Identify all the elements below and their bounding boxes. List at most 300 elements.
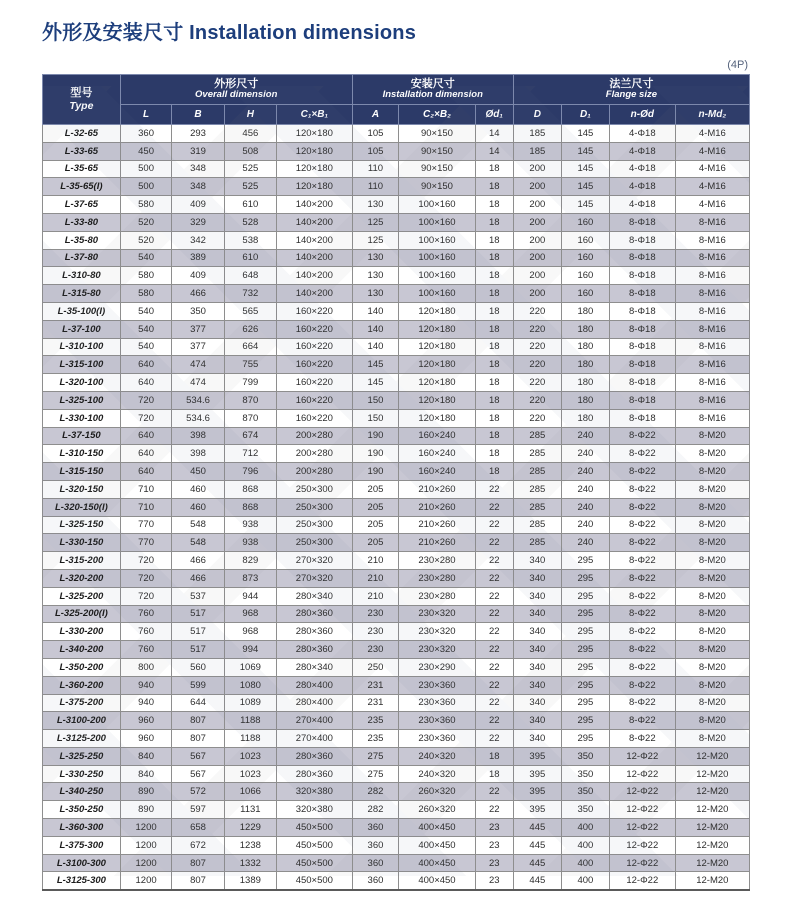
value-cell: 1229	[224, 819, 276, 837]
value-cell: 796	[224, 463, 276, 481]
value-cell: 200	[513, 231, 561, 249]
value-cell: 285	[513, 534, 561, 552]
table-row	[43, 213, 750, 231]
value-cell: 140×200	[277, 285, 353, 303]
value-cell: 520	[120, 231, 172, 249]
value-cell: 12-Φ22	[609, 872, 675, 890]
type-cell: L-340-200	[43, 641, 121, 659]
value-cell: 648	[224, 267, 276, 285]
value-cell: 460	[172, 480, 224, 498]
value-cell: 100×160	[399, 231, 475, 249]
value-cell: 8-M20	[675, 516, 749, 534]
value-cell: 395	[513, 747, 561, 765]
value-cell: 340	[513, 730, 561, 748]
value-cell: 398	[172, 445, 224, 463]
value-cell: 829	[224, 552, 276, 570]
page-title: 外形及安装尺寸 Installation dimensions	[42, 22, 417, 44]
table-row	[43, 819, 750, 837]
value-cell: 500	[120, 160, 172, 178]
type-cell: L-310-80	[43, 267, 121, 285]
value-cell: 548	[172, 534, 224, 552]
value-cell: 12-M20	[675, 819, 749, 837]
table-row	[43, 712, 750, 730]
table-row	[43, 160, 750, 178]
value-cell: 540	[120, 320, 172, 338]
value-cell: 270×400	[277, 712, 353, 730]
value-cell: 340	[513, 658, 561, 676]
value-cell: 770	[120, 534, 172, 552]
value-cell: 610	[224, 196, 276, 214]
table-row	[43, 623, 750, 641]
table-row	[43, 231, 750, 249]
value-cell: 389	[172, 249, 224, 267]
value-cell: 22	[475, 658, 513, 676]
group-flange-en: Flange size	[605, 89, 658, 101]
value-cell: 8-M20	[675, 569, 749, 587]
value-cell: 205	[352, 480, 399, 498]
value-cell: 105	[352, 142, 399, 160]
type-cell: L-37-65	[43, 196, 121, 214]
value-cell: 517	[172, 641, 224, 659]
type-cell: L-310-150	[43, 445, 121, 463]
value-cell: 580	[120, 285, 172, 303]
value-cell: 240×320	[399, 765, 475, 783]
value-cell: 445	[513, 854, 561, 872]
value-cell: 8-Φ22	[609, 641, 675, 659]
type-cell: L-35-100(I)	[43, 302, 121, 320]
value-cell: 190	[352, 427, 399, 445]
value-cell: 400	[561, 872, 609, 890]
value-cell: 840	[120, 747, 172, 765]
value-cell: 445	[513, 836, 561, 854]
value-cell: 285	[513, 427, 561, 445]
table-row	[43, 178, 750, 196]
value-cell: 537	[172, 587, 224, 605]
value-cell: 18	[475, 765, 513, 783]
value-cell: 8-Φ18	[609, 249, 675, 267]
value-cell: 18	[475, 320, 513, 338]
value-cell: 130	[352, 267, 399, 285]
value-cell: 8-Φ18	[609, 409, 675, 427]
value-cell: 8-M20	[675, 552, 749, 570]
column-header-n-Md2: n-Md₂	[675, 105, 749, 125]
value-cell: 8-Φ22	[609, 605, 675, 623]
value-cell: 220	[513, 374, 561, 392]
value-cell: 240×320	[399, 747, 475, 765]
value-cell: 180	[561, 356, 609, 374]
table-row	[43, 658, 750, 676]
value-cell: 398	[172, 427, 224, 445]
value-cell: 8-M16	[675, 249, 749, 267]
value-cell: 130	[352, 285, 399, 303]
value-cell: 250	[352, 658, 399, 676]
table-row	[43, 516, 750, 534]
value-cell: 4-Φ18	[609, 125, 675, 143]
value-cell: 295	[561, 676, 609, 694]
value-cell: 580	[120, 267, 172, 285]
value-cell: 760	[120, 605, 172, 623]
value-cell: 840	[120, 765, 172, 783]
value-cell: 280×340	[277, 587, 353, 605]
value-cell: 240	[561, 445, 609, 463]
value-cell: 340	[513, 623, 561, 641]
value-cell: 180	[561, 320, 609, 338]
value-cell: 4-M16	[675, 178, 749, 196]
value-cell: 230×320	[399, 623, 475, 641]
table-row	[43, 747, 750, 765]
table-row	[43, 463, 750, 481]
type-cell: L-315-80	[43, 285, 121, 303]
type-cell: L-320-150	[43, 480, 121, 498]
value-cell: 8-M20	[675, 641, 749, 659]
value-cell: 18	[475, 285, 513, 303]
value-cell: 8-Φ22	[609, 623, 675, 641]
value-cell: 445	[513, 872, 561, 890]
table-row	[43, 801, 750, 819]
table-row	[43, 267, 750, 285]
pole-count-tag: (4P)	[727, 59, 748, 71]
value-cell: 8-M20	[675, 445, 749, 463]
value-cell: 4-Φ18	[609, 142, 675, 160]
group-header-installation-dimension	[352, 75, 513, 105]
value-cell: 994	[224, 641, 276, 659]
type-cell: L-360-200	[43, 676, 121, 694]
value-cell: 120×180	[399, 374, 475, 392]
type-cell: L-37-80	[43, 249, 121, 267]
type-cell: L-330-150	[43, 534, 121, 552]
value-cell: 572	[172, 783, 224, 801]
type-cell: L-330-100	[43, 409, 121, 427]
value-cell: 8-Φ22	[609, 463, 675, 481]
table-row	[43, 445, 750, 463]
value-cell: 445	[513, 819, 561, 837]
value-cell: 770	[120, 516, 172, 534]
value-cell: 230×280	[399, 569, 475, 587]
value-cell: 360	[352, 872, 399, 890]
value-cell: 22	[475, 783, 513, 801]
value-cell: 125	[352, 231, 399, 249]
value-cell: 160×220	[277, 338, 353, 356]
value-cell: 807	[172, 872, 224, 890]
value-cell: 22	[475, 676, 513, 694]
value-cell: 8-Φ18	[609, 338, 675, 356]
value-cell: 360	[352, 819, 399, 837]
type-cell: L-330-250	[43, 765, 121, 783]
value-cell: 8-Φ18	[609, 231, 675, 249]
table-row	[43, 605, 750, 623]
value-cell: 460	[172, 498, 224, 516]
value-cell: 8-M20	[675, 694, 749, 712]
type-cell: L-325-200(I)	[43, 605, 121, 623]
value-cell: 295	[561, 569, 609, 587]
table-row	[43, 552, 750, 570]
value-cell: 240	[561, 534, 609, 552]
value-cell: 230×280	[399, 552, 475, 570]
value-cell: 640	[120, 356, 172, 374]
value-cell: 400×450	[399, 836, 475, 854]
value-cell: 450×500	[277, 836, 353, 854]
value-cell: 12-M20	[675, 872, 749, 890]
value-cell: 14	[475, 125, 513, 143]
value-cell: 938	[224, 534, 276, 552]
value-cell: 282	[352, 783, 399, 801]
value-cell: 275	[352, 747, 399, 765]
value-cell: 130	[352, 249, 399, 267]
value-cell: 230×360	[399, 694, 475, 712]
value-cell: 210×260	[399, 516, 475, 534]
value-cell: 270×320	[277, 552, 353, 570]
value-cell: 180	[561, 338, 609, 356]
value-cell: 220	[513, 391, 561, 409]
table-row	[43, 374, 750, 392]
value-cell: 160	[561, 267, 609, 285]
type-cell: L-360-300	[43, 819, 121, 837]
value-cell: 534.6	[172, 409, 224, 427]
value-cell: 120×180	[399, 356, 475, 374]
value-cell: 599	[172, 676, 224, 694]
table-row	[43, 391, 750, 409]
value-cell: 4-M16	[675, 142, 749, 160]
value-cell: 807	[172, 854, 224, 872]
value-cell: 270×400	[277, 730, 353, 748]
value-cell: 474	[172, 374, 224, 392]
value-cell: 12-Φ22	[609, 819, 675, 837]
value-cell: 200	[513, 196, 561, 214]
value-cell: 8-Φ22	[609, 569, 675, 587]
value-cell: 140	[352, 338, 399, 356]
table-row	[43, 498, 750, 516]
value-cell: 22	[475, 569, 513, 587]
value-cell: 540	[120, 249, 172, 267]
value-cell: 230	[352, 623, 399, 641]
value-cell: 8-M16	[675, 285, 749, 303]
value-cell: 145	[561, 196, 609, 214]
value-cell: 295	[561, 730, 609, 748]
value-cell: 350	[172, 302, 224, 320]
value-cell: 22	[475, 712, 513, 730]
value-cell: 280×360	[277, 765, 353, 783]
value-cell: 8-Φ18	[609, 391, 675, 409]
value-cell: 320×380	[277, 801, 353, 819]
value-cell: 210×260	[399, 498, 475, 516]
value-cell: 456	[224, 125, 276, 143]
value-cell: 295	[561, 587, 609, 605]
value-cell: 400×450	[399, 854, 475, 872]
value-cell: 210	[352, 587, 399, 605]
value-cell: 18	[475, 356, 513, 374]
value-cell: 250×300	[277, 516, 353, 534]
type-cell: L-315-100	[43, 356, 121, 374]
value-cell: 22	[475, 641, 513, 659]
value-cell: 720	[120, 569, 172, 587]
value-cell: 160×220	[277, 302, 353, 320]
type-cell: L-320-200	[43, 569, 121, 587]
value-cell: 800	[120, 658, 172, 676]
value-cell: 1023	[224, 747, 276, 765]
value-cell: 120×180	[277, 178, 353, 196]
value-cell: 200	[513, 160, 561, 178]
column-header-D: D	[513, 105, 561, 125]
value-cell: 260×320	[399, 801, 475, 819]
value-cell: 8-M20	[675, 534, 749, 552]
value-cell: 230×320	[399, 641, 475, 659]
value-cell: 140	[352, 320, 399, 338]
value-cell: 285	[513, 445, 561, 463]
type-cell: L-350-250	[43, 801, 121, 819]
type-cell: L-330-200	[43, 623, 121, 641]
value-cell: 22	[475, 498, 513, 516]
value-cell: 1069	[224, 658, 276, 676]
value-cell: 250×300	[277, 480, 353, 498]
table-row	[43, 125, 750, 143]
value-cell: 8-M20	[675, 605, 749, 623]
value-cell: 160	[561, 249, 609, 267]
value-cell: 210×260	[399, 534, 475, 552]
value-cell: 200	[513, 267, 561, 285]
value-cell: 23	[475, 854, 513, 872]
table-row	[43, 641, 750, 659]
value-cell: 672	[172, 836, 224, 854]
value-cell: 12-Φ22	[609, 765, 675, 783]
value-cell: 12-Φ22	[609, 854, 675, 872]
table-row	[43, 285, 750, 303]
value-cell: 200×280	[277, 427, 353, 445]
value-cell: 12-M20	[675, 801, 749, 819]
table-row	[43, 676, 750, 694]
type-cell: L-37-150	[43, 427, 121, 445]
group-overall-zh: 外形尺寸	[214, 77, 259, 90]
value-cell: 90×150	[399, 178, 475, 196]
value-cell: 8-M16	[675, 302, 749, 320]
value-cell: 18	[475, 178, 513, 196]
value-cell: 185	[513, 125, 561, 143]
value-cell: 90×150	[399, 142, 475, 160]
table-row	[43, 338, 750, 356]
value-cell: 23	[475, 836, 513, 854]
column-header-C2xB2: C₂×B₂	[399, 105, 475, 125]
value-cell: 205	[352, 516, 399, 534]
value-cell: 340	[513, 641, 561, 659]
value-cell: 120×180	[277, 142, 353, 160]
value-cell: 377	[172, 338, 224, 356]
table-row	[43, 302, 750, 320]
value-cell: 140	[352, 302, 399, 320]
value-cell: 22	[475, 623, 513, 641]
value-cell: 8-Φ22	[609, 445, 675, 463]
value-cell: 18	[475, 231, 513, 249]
value-cell: 626	[224, 320, 276, 338]
value-cell: 565	[224, 302, 276, 320]
value-cell: 500	[120, 178, 172, 196]
value-cell: 474	[172, 356, 224, 374]
value-cell: 285	[513, 498, 561, 516]
group-overall-en: Overall dimension	[195, 89, 278, 101]
value-cell: 275	[352, 765, 399, 783]
value-cell: 235	[352, 730, 399, 748]
type-cell: L-35-65	[43, 160, 121, 178]
value-cell: 280×340	[277, 658, 353, 676]
value-cell: 8-M16	[675, 320, 749, 338]
value-cell: 320×380	[277, 783, 353, 801]
table-row	[43, 409, 750, 427]
table-header	[43, 75, 750, 125]
sub-header-row	[43, 105, 750, 125]
value-cell: 8-M16	[675, 267, 749, 285]
value-cell: 870	[224, 409, 276, 427]
table-row	[43, 356, 750, 374]
type-cell: L-375-300	[43, 836, 121, 854]
value-cell: 8-Φ18	[609, 302, 675, 320]
value-cell: 538	[224, 231, 276, 249]
value-cell: 873	[224, 569, 276, 587]
value-cell: 110	[352, 160, 399, 178]
table-row	[43, 142, 750, 160]
value-cell: 1188	[224, 712, 276, 730]
value-cell: 8-Φ18	[609, 374, 675, 392]
value-cell: 145	[561, 125, 609, 143]
value-cell: 1089	[224, 694, 276, 712]
value-cell: 12-Φ22	[609, 747, 675, 765]
value-cell: 360	[120, 125, 172, 143]
value-cell: 18	[475, 267, 513, 285]
value-cell: 640	[120, 445, 172, 463]
value-cell: 280×360	[277, 605, 353, 623]
value-cell: 4-Φ18	[609, 160, 675, 178]
table-row	[43, 783, 750, 801]
value-cell: 640	[120, 427, 172, 445]
value-cell: 807	[172, 712, 224, 730]
value-cell: 190	[352, 445, 399, 463]
value-cell: 220	[513, 338, 561, 356]
value-cell: 8-M16	[675, 231, 749, 249]
group-header-overall-dimension	[120, 75, 352, 105]
value-cell: 1389	[224, 872, 276, 890]
value-cell: 940	[120, 694, 172, 712]
value-cell: 520	[120, 213, 172, 231]
value-cell: 450	[172, 463, 224, 481]
type-cell: L-3125-300	[43, 872, 121, 890]
value-cell: 230×320	[399, 605, 475, 623]
value-cell: 18	[475, 747, 513, 765]
value-cell: 8-M20	[675, 427, 749, 445]
value-cell: 22	[475, 605, 513, 623]
value-cell: 22	[475, 516, 513, 534]
value-cell: 360	[352, 836, 399, 854]
value-cell: 720	[120, 409, 172, 427]
value-cell: 944	[224, 587, 276, 605]
value-cell: 210×260	[399, 480, 475, 498]
value-cell: 640	[120, 463, 172, 481]
value-cell: 340	[513, 552, 561, 570]
value-cell: 938	[224, 516, 276, 534]
value-cell: 8-M20	[675, 658, 749, 676]
column-header-C1xB1: C₁×B₁	[277, 105, 353, 125]
value-cell: 8-Φ18	[609, 356, 675, 374]
value-cell: 8-Φ22	[609, 587, 675, 605]
value-cell: 145	[561, 178, 609, 196]
value-cell: 295	[561, 552, 609, 570]
value-cell: 200×280	[277, 445, 353, 463]
value-cell: 8-M20	[675, 623, 749, 641]
value-cell: 8-Φ22	[609, 516, 675, 534]
value-cell: 160×220	[277, 391, 353, 409]
value-cell: 534.6	[172, 391, 224, 409]
value-cell: 160	[561, 285, 609, 303]
value-cell: 110	[352, 178, 399, 196]
value-cell: 285	[513, 480, 561, 498]
value-cell: 18	[475, 445, 513, 463]
value-cell: 230	[352, 605, 399, 623]
